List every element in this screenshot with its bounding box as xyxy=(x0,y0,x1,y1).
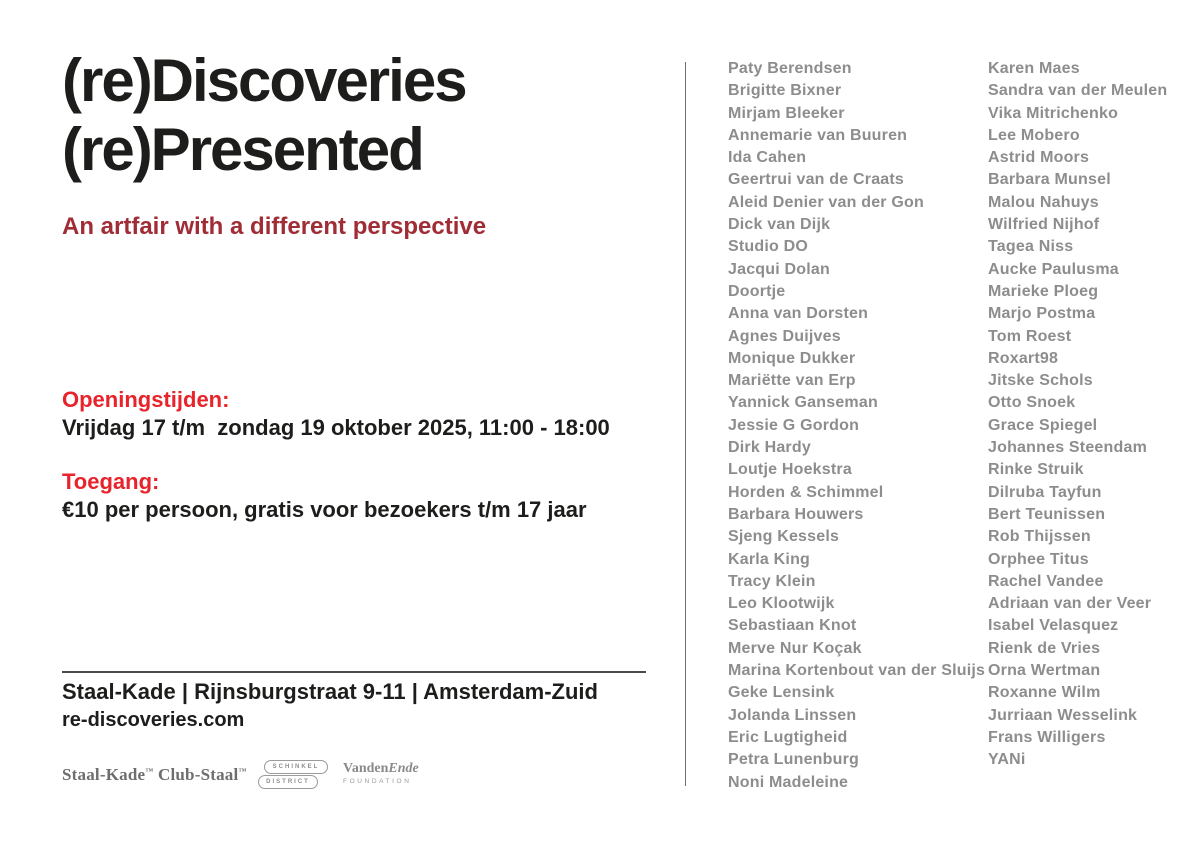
artist-name: Karen Maes xyxy=(988,60,1080,77)
vertical-divider xyxy=(685,62,686,786)
artist-name: Johannes Steendam xyxy=(988,439,1148,457)
artist-name: Grace Spiegel xyxy=(988,416,1098,434)
opening-hours-heading: Openingstijden: xyxy=(62,387,230,412)
artist-name: Annemarie van Buuren xyxy=(728,126,908,144)
artist-name: Mariëtte van Erp xyxy=(728,372,856,390)
artist-name: Jurriaan Wesselink xyxy=(988,706,1138,724)
vandenende-logo-foundation-text: FOUNDATION xyxy=(343,778,412,785)
artist-name: Barbara Munsel xyxy=(988,171,1111,189)
staal-kade-logo-text: Staal-Kade xyxy=(62,765,146,784)
artist-name: Dilruba Tayfun xyxy=(988,483,1102,501)
artist-name: Yannick Ganseman xyxy=(728,394,878,412)
partner-logos-row xyxy=(62,758,482,798)
poster-subtitle: An artfair with a different perspective xyxy=(62,213,487,240)
artist-name: Adriaan van der Veer xyxy=(988,595,1152,613)
artist-name: Jacqui Dolan xyxy=(728,260,830,278)
artist-name: Sebastiaan Knot xyxy=(728,617,857,635)
club-staal-logo xyxy=(158,765,247,785)
artist-name: Sandra van der Meulen xyxy=(988,82,1168,100)
schinkel-district-logo xyxy=(258,760,328,789)
artist-name: Jitske Schols xyxy=(988,372,1093,390)
club-staal-logo-text: Club-Staal xyxy=(158,765,239,784)
website-link: re-discoveries.com xyxy=(62,709,245,731)
vandenende-logo-name xyxy=(343,762,419,776)
artist-name: Ida Cahen xyxy=(728,149,807,167)
artist-name: Mirjam Bleeker xyxy=(728,104,845,122)
venue-address: Staal-Kade | Rijnsburgstraat 9-11 | Amsterdam-Zuid xyxy=(62,679,598,704)
artist-name: Geertrui van de Craats xyxy=(728,171,905,189)
artist-name: Jolanda Linssen xyxy=(728,706,857,724)
artist-list-column-1 xyxy=(728,58,986,794)
artist-name: Sjeng Kessels xyxy=(728,528,840,546)
artist-name: Jessie G Gordon xyxy=(728,416,860,434)
staal-kade-logo xyxy=(62,765,153,785)
artist-name: Anna van Dorsten xyxy=(728,305,869,323)
poster-title xyxy=(62,46,466,184)
artist-name: Rob Thijssen xyxy=(988,528,1091,546)
artist-name: Orphee Titus xyxy=(988,550,1089,568)
schinkel-district-logo-bottom-box: DISTRICT xyxy=(258,775,318,789)
artist-name: Brigitte Bixner xyxy=(728,82,842,100)
opening-hours-text: Vrijdag 17 t/m zondag 19 oktober 2025, 11:00 - 18:00 xyxy=(62,415,610,440)
artist-name: Aucke Paulusma xyxy=(988,260,1119,278)
artist-name: Petra Lunenburg xyxy=(728,751,860,769)
admission-heading: Toegang: xyxy=(62,469,160,494)
artist-name: Rachel Vandee xyxy=(988,572,1104,590)
artist-name: Malou Nahuys xyxy=(988,193,1099,211)
artist-list-column-2 xyxy=(988,58,1200,772)
artist-name: Merve Nur Koçak xyxy=(728,639,862,657)
artist-name: Dirk Hardy xyxy=(728,439,811,457)
artist-name: Marjo Postma xyxy=(988,305,1096,323)
artist-name: Eric Lugtigheid xyxy=(728,728,848,746)
artist-name: Aleid Denier van der Gon xyxy=(728,193,924,211)
artist-name: Rinke Struik xyxy=(988,461,1084,479)
artist-name: Tom Roest xyxy=(988,327,1072,345)
admission-text: €10 per persoon, gratis voor bezoekers t/m 17 jaar xyxy=(62,497,587,522)
artist-name: Tagea Niss xyxy=(988,238,1074,256)
artist-name: Doortje xyxy=(728,282,786,300)
artist-name: Orna Wertman xyxy=(988,662,1101,680)
artist-name: Bert Teunissen xyxy=(988,505,1106,523)
artist-name: YANi xyxy=(988,751,1026,769)
artist-name: Loutje Hoekstra xyxy=(728,461,852,479)
artist-name: Studio DO xyxy=(728,238,809,256)
artist-name: Vika Mitrichenko xyxy=(988,104,1119,122)
artist-name: Barbara Houwers xyxy=(728,505,864,523)
artist-name: Dick van Dijk xyxy=(728,216,831,234)
artist-name: Geke Lensink xyxy=(728,684,835,702)
vandenende-logo-name-part1: Vanden xyxy=(343,761,389,776)
title-line-2: (re)Presented xyxy=(62,116,423,183)
artist-name: Agnes Duijves xyxy=(728,327,841,345)
artist-name: Noni Madeleine xyxy=(728,773,849,791)
trademark-symbol: ™ xyxy=(238,766,247,776)
artist-name: Roxart98 xyxy=(988,349,1059,367)
artist-name: Tracy Klein xyxy=(728,572,816,590)
opening-hours-section xyxy=(62,386,610,442)
artist-name: Marieke Ploeg xyxy=(988,282,1099,300)
horizontal-divider xyxy=(62,671,646,673)
vandenende-logo-name-part2: Ende xyxy=(388,761,419,776)
title-line-1: (re)Discoveries xyxy=(62,47,466,114)
artist-name: Karla King xyxy=(728,550,811,568)
artist-name: Wilfried Nijhof xyxy=(988,216,1100,234)
artist-name: Isabel Velasquez xyxy=(988,617,1119,635)
schinkel-district-logo-top-box: SCHINKEL xyxy=(264,760,328,774)
artist-name: Otto Snoek xyxy=(988,394,1076,412)
artist-name: Monique Dukker xyxy=(728,349,856,367)
artist-name: Leo Klootwijk xyxy=(728,595,835,613)
artist-name: Lee Mobero xyxy=(988,126,1080,144)
artist-name: Marina Kortenbout van der Sluijs xyxy=(728,662,986,680)
admission-section xyxy=(62,468,587,524)
artist-name: Roxanne Wilm xyxy=(988,684,1101,702)
trademark-symbol: ™ xyxy=(145,766,154,776)
artist-name: Horden & Schimmel xyxy=(728,483,884,501)
artist-name: Astrid Moors xyxy=(988,149,1090,167)
artist-name: Frans Willigers xyxy=(988,728,1106,746)
artist-name: Paty Berendsen xyxy=(728,60,852,77)
vandenende-foundation-logo xyxy=(343,762,419,785)
artist-name: Rienk de Vries xyxy=(988,639,1101,657)
